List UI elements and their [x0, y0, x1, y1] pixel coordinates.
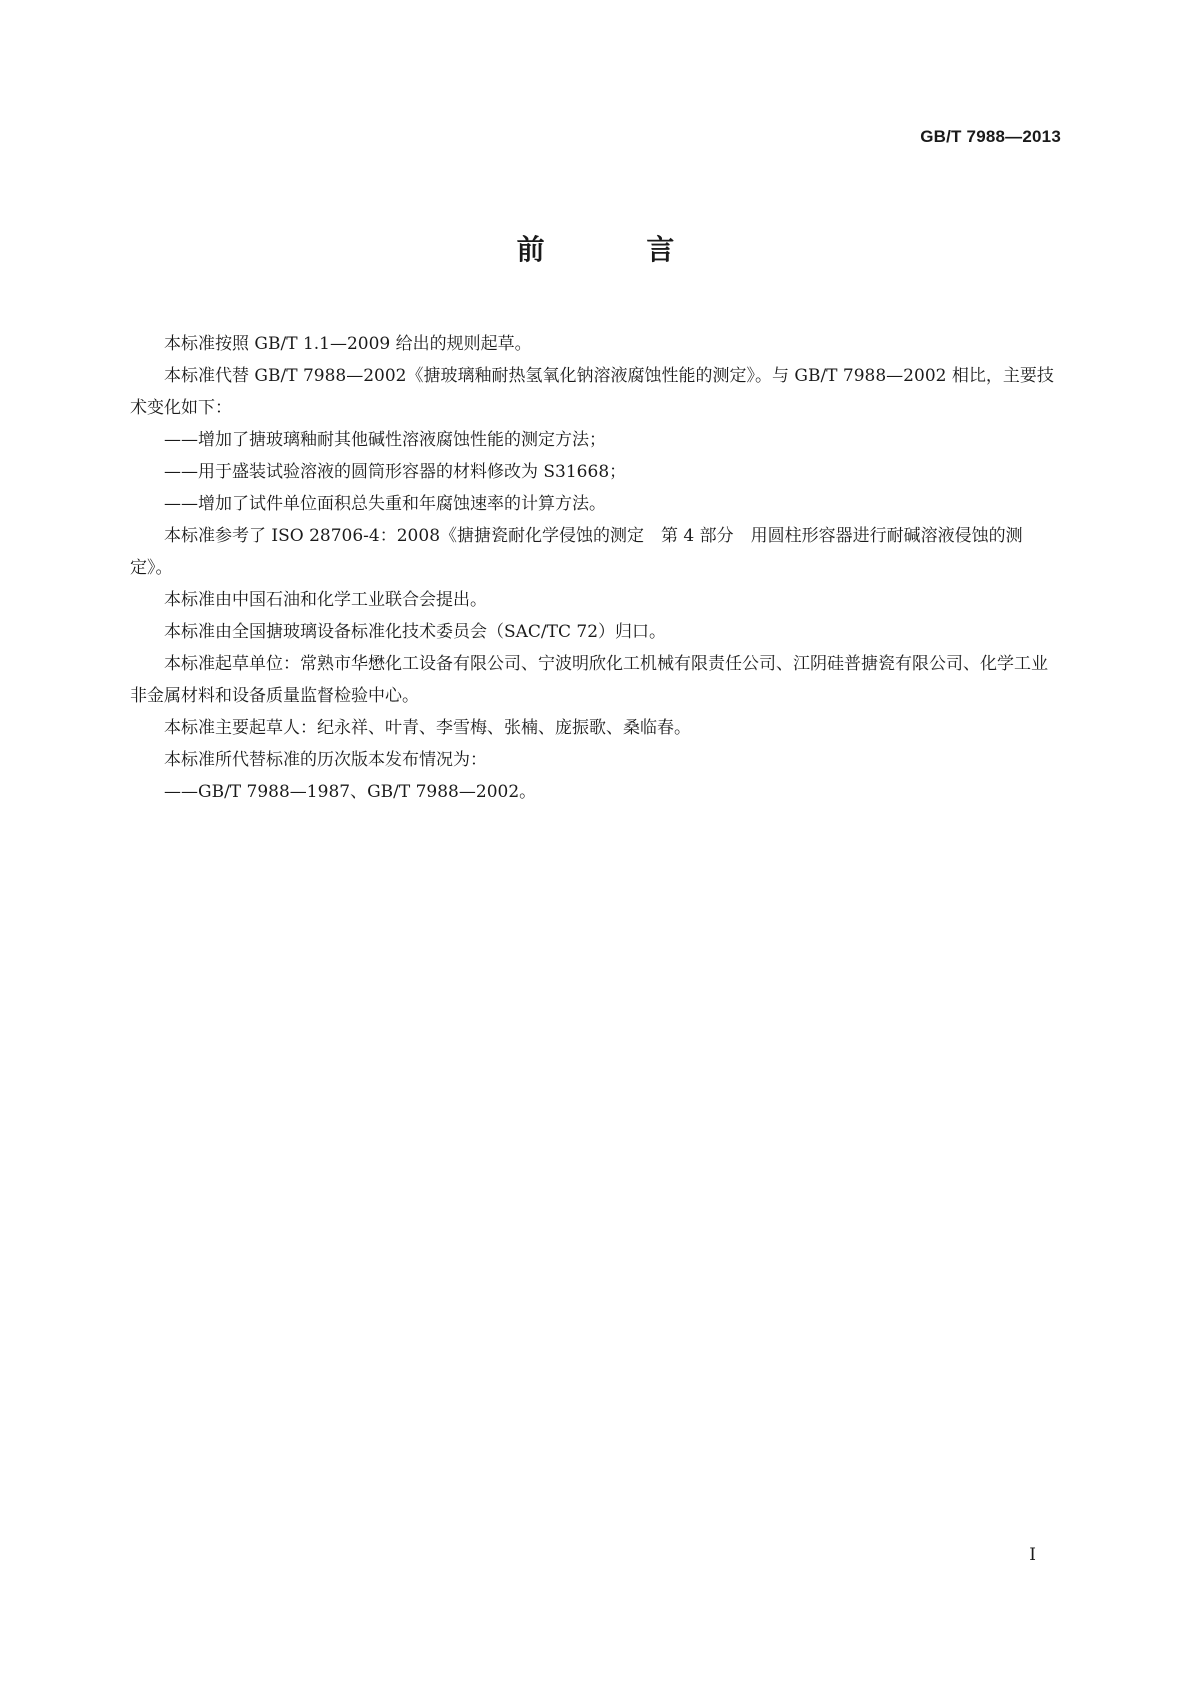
paragraph-drafting-rules: 本标准按照 GB/T 1.1—2009 给出的规则起草。	[164, 334, 532, 354]
page-title: 前 言	[516, 233, 721, 266]
paragraph-reference: 本标准参考了 ISO 28706-4：2008《搪搪瓷耐化学侵蚀的测定 第 4 部分 用圆柱形容器进行耐碱溶液侵蚀的测定》。	[130, 526, 1023, 578]
paragraph-history-intro: 本标准所代替标准的历次版本发布情况为：	[164, 750, 487, 770]
list-item-change-1: ——增加了搪玻璃釉耐其他碱性溶液腐蚀性能的测定方法；	[164, 430, 606, 450]
page-number: I	[1029, 1545, 1036, 1565]
list-item-change-3: ——增加了试件单位面积总失重和年腐蚀速率的计算方法。	[164, 494, 606, 514]
paragraph-drafting-units: 本标准起草单位：常熟市华懋化工设备有限公司、宁波明欣化工机械有限责任公司、江阴硅普搪瓷有限公司、化学工业非金属材料和设备质量监督检验中心。	[130, 654, 1048, 706]
list-item-change-2: ——用于盛装试验溶液的圆筒形容器的材料修改为 S31668；	[164, 462, 627, 482]
paragraph-proposer: 本标准由中国石油和化学工业联合会提出。	[164, 590, 487, 610]
paragraph-drafters: 本标准主要起草人：纪永祥、叶青、李雪梅、张楠、庞振歌、桑临春。	[164, 718, 691, 738]
foreword-body	[130, 328, 1062, 808]
standard-number-header: GB/T 7988—2013	[920, 127, 1061, 146]
list-item-history: ——GB/T 7988—1987、GB/T 7988—2002。	[164, 782, 537, 802]
paragraph-replacement: 本标准代替 GB/T 7988—2002《搪玻璃釉耐热氢氧化钠溶液腐蚀性能的测定》。与 GB/T 7988—2002 相比，主要技术变化如下：	[130, 366, 1054, 418]
paragraph-committee: 本标准由全国搪玻璃设备标准化技术委员会（SAC/TC 72）归口。	[164, 622, 667, 642]
